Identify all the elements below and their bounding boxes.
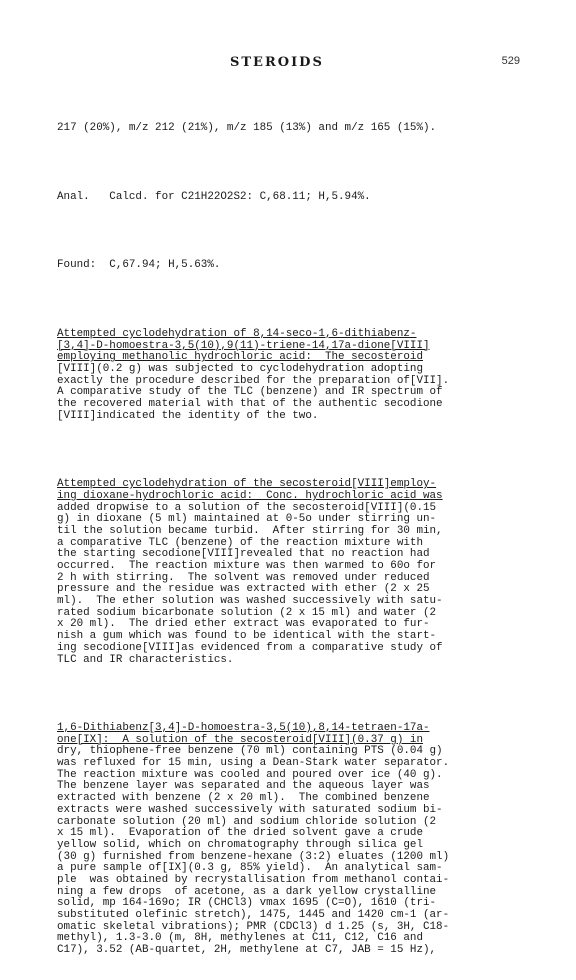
text-line: rated sodium bicarbonate solution (2 x 15 ml) and water (2 (57, 606, 437, 619)
text-line: a pure sample of[IX](0.3 g, 85% yield). An analytical sam- (57, 862, 443, 875)
text-line: ple was obtained by recrystallisation from methanol contai- (57, 873, 450, 886)
text-line: one[IX]: A solution of the secosteroid[VIII](0.37 g) in (57, 733, 423, 746)
journal-title: STEROIDS (230, 55, 324, 70)
text-line: ning a few drops of acetone, as a dark yellow crystalline (57, 885, 437, 898)
document-body (57, 100, 537, 980)
text-line: ing secodione[VIII]as evidenced from a comparative study of (57, 641, 443, 654)
text-line: nish a gum which was found to be identical with the start- (57, 630, 437, 643)
text-line: 1,6-Dithiabenz[3,4]-D-homoestra-3,5(10),8,14-tetraen-17a- (57, 722, 430, 735)
text-line: x 20 ml). The dried ether extract was evaporated to fur- (57, 618, 430, 631)
text-line: Attempted cyclodehydration of 8,14-seco-1,6-dithiabenz- (57, 327, 417, 340)
text-line: TLC and IR characteristics. (57, 653, 234, 666)
mass-spec-continuation (57, 123, 537, 135)
text-line: A comparative study of the TLC (benzene) and IR spectrum of (57, 386, 443, 399)
paragraph-methanolic-hcl (57, 329, 537, 423)
text-line: dry, thiophene-free benzene (70 ml) containing PTS (0.04 g) (57, 745, 443, 758)
text-line: carbonate solution (20 ml) and sodium chloride solution (2 (57, 815, 437, 828)
text-line: added dropwise to a solution of the secosteroid[VIII](0.15 (57, 501, 437, 514)
paragraph-dioxane-hcl (57, 479, 537, 666)
text-line: 2 h with stirring. The solvent was removed under reduced (57, 571, 430, 584)
paragraph-tetraenone-ix (57, 723, 537, 957)
text-line: substituted olefinic stretch), 1475, 1445 and 1420 cm-1 (ar- (57, 909, 450, 922)
text-line: Attempted cyclodehydration of the secosteroid[VIII]employ- (57, 478, 437, 491)
text-line: was refluxed for 15 min, using a Dean-Stark water separator. (57, 757, 450, 770)
text-line: ing dioxane-hydrochloric acid: Conc. hydrochloric acid was (57, 489, 443, 502)
text-line: ml). The ether solution was washed successively with satu- (57, 595, 443, 608)
text-line: the starting secodione[VIII]revealed that no reaction had (57, 548, 430, 561)
text-line: The reaction mixture was cooled and poured over ice (40 g). (57, 768, 443, 781)
analysis-found (57, 260, 537, 272)
text-line: occurred. The reaction mixture was then warmed to 60o for (57, 560, 437, 573)
text-line: exactly the procedure described for the preparation of[VII]. (57, 374, 450, 387)
text-line: x 15 ml). Evaporation of the dried solvent gave a crude (57, 827, 423, 840)
text-line: C17), 3.52 (AB-quartet, 2H, methylene at C7, JAB = 15 Hz), (57, 944, 437, 957)
text-line: The benzene layer was separated and the aqueous layer was (57, 780, 430, 793)
text-line: pressure and the residue was extracted with ether (2 x 25 (57, 583, 430, 596)
text-line: solid, mp 164-169o; IR (CHCl3) vmax 1695 (C=O), 1610 (tri- (57, 897, 437, 910)
text-line: the recovered material with that of the authentic secodione (57, 398, 443, 411)
text-line: g) in dioxane (5 ml) maintained at 0-5o under stirring un- (57, 513, 437, 526)
text-line: Found: C,67.94; H,5.63%. (57, 259, 221, 272)
page-number: 529 (501, 55, 520, 67)
text-line: (30 g) furnished from benzene-hexane (3:2) eluates (1200 ml) (57, 850, 450, 863)
analysis-calculated (57, 192, 537, 204)
text-line: methyl), 1.3-3.0 (m, 8H, methylenes at C11, C12, C16 and (57, 932, 423, 945)
text-line: [VIII]indicated the identity of the two. (57, 409, 319, 422)
text-line: extracted with benzene (2 x 20 ml). The combined benzene (57, 792, 430, 805)
running-header (0, 55, 576, 75)
text-line: omatic skeletal vibrations); PMR (CDCl3) d 1.25 (s, 3H, C18- (57, 920, 450, 933)
text-line: yellow solid, which on chromatography through silica gel (57, 838, 423, 851)
text-line: a comparative TLC (benzene) of the reaction mixture with (57, 536, 423, 549)
text-line: extracts were washed successively with saturated sodium bi- (57, 803, 443, 816)
text-line: Anal. Calcd. for C21H22O2S2: C,68.11; H,5.94%. (57, 190, 371, 203)
text-line: employing methanolic hydrochloric acid: The secosteroid (57, 351, 423, 364)
text-line: 217 (20%), m/z 212 (21%), m/z 185 (13%) and m/z 165 (15%). (57, 122, 437, 135)
text-line: [3,4]-D-homoestra-3,5(10),9(11)-triene-14,17a-dione[VIII] (57, 339, 430, 352)
text-line: til the solution became turbid. After stirring for 30 min, (57, 524, 443, 537)
text-line: [VIII](0.2 g) was subjected to cyclodehydration adopting (57, 362, 423, 375)
